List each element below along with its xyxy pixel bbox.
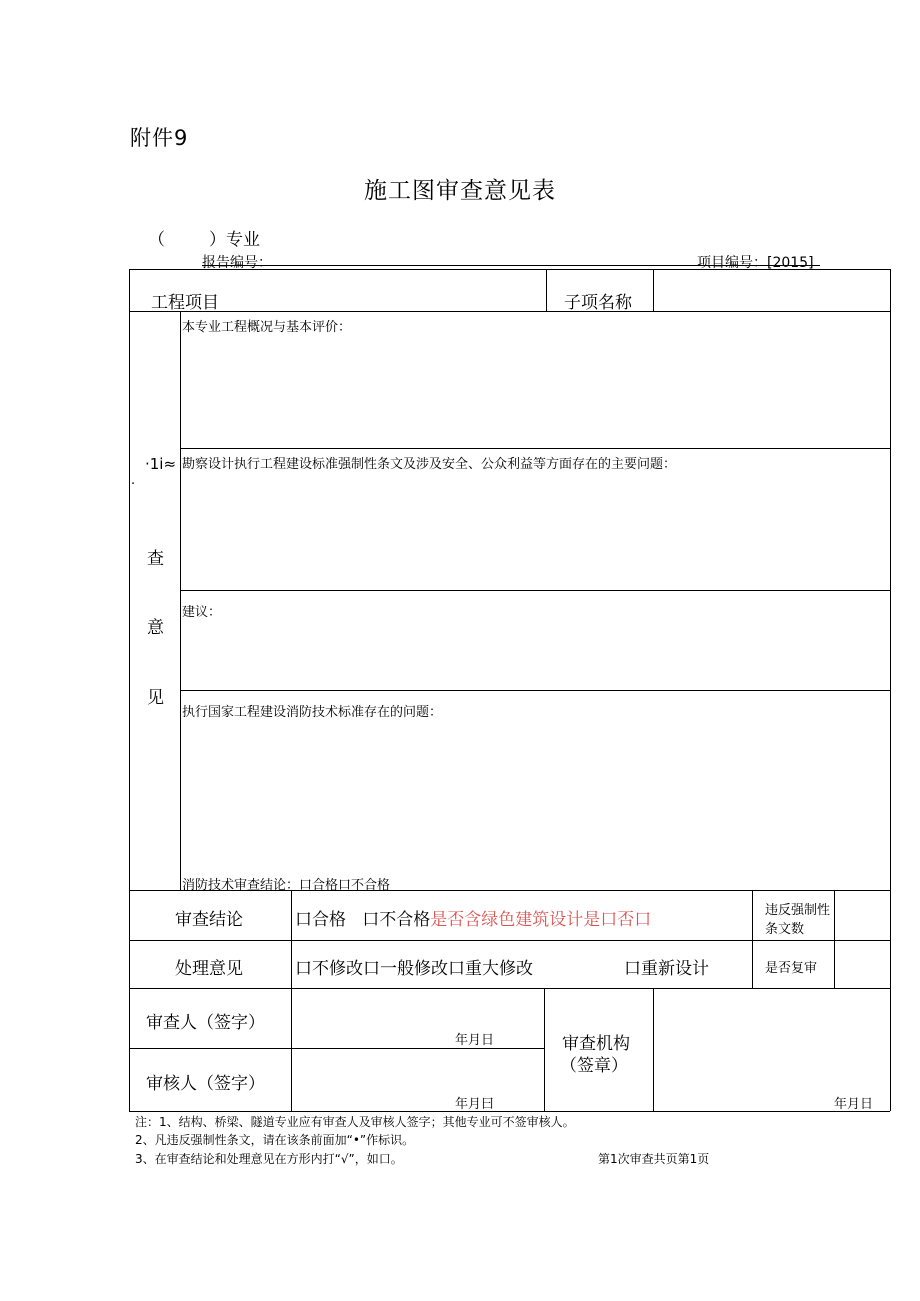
side-char: ·: [131, 477, 136, 492]
form-title: 施工图审查意见表: [364, 178, 556, 204]
project-number-label: 项目编号：[2015]: [697, 255, 814, 271]
side-char: 查: [147, 549, 164, 569]
page-count: 第1次审查共页第1页: [598, 1152, 710, 1166]
agency-seal-label: （签章）: [560, 1056, 628, 1076]
checker-date: 年月曰: [455, 1097, 495, 1112]
row-divider: [129, 1048, 544, 1049]
side-char: 见: [147, 688, 164, 708]
project-label: 工程项目: [151, 293, 219, 313]
overview-heading: 本专业工程概况与基本评价：: [182, 320, 352, 335]
violation-label-line1: 违反强制性: [765, 903, 831, 918]
header-underline: [202, 265, 820, 266]
conclusion-options[interactable]: [295, 905, 651, 930]
advice-heading: 建议：: [182, 605, 222, 620]
row-divider: [129, 940, 890, 941]
col-divider: [546, 269, 547, 311]
mandatory-issues-heading: 勘察设计执行工程建设标准强制性条文及涉及安全、公众利益等方面存在的主要问题：: [182, 457, 677, 472]
violation-count-label: [765, 899, 830, 937]
conclusion-label: 审查结论: [175, 910, 243, 930]
reviewer-date: 年月日: [455, 1033, 495, 1048]
report-number-label: 报告编号：: [202, 255, 272, 271]
specialty-open: （: [148, 230, 165, 250]
reviewer-label: 审查人（签字）: [146, 1013, 265, 1033]
table-left-border: [129, 269, 130, 1111]
attachment-label: 附件9: [130, 126, 189, 150]
col-divider: [752, 890, 753, 988]
row-divider: [180, 690, 890, 691]
redesign-option[interactable]: 口重新设计: [624, 959, 709, 979]
row-divider: [180, 590, 890, 591]
side-char: ·1i≈: [145, 455, 177, 473]
table-right-border: [890, 269, 891, 1111]
agency-date: 年月日: [834, 1097, 874, 1112]
conclusion-pass-fail[interactable]: 口合格 口不合格: [295, 910, 431, 930]
checker-label: 审核人（签字）: [146, 1074, 265, 1094]
handling-options[interactable]: 口不修改口一般修改口重大修改: [295, 959, 533, 979]
table-top-border: [129, 269, 890, 270]
handling-label: 处理意见: [175, 959, 243, 979]
row-divider: [129, 988, 890, 989]
col-divider: [834, 890, 835, 988]
specialty-line: [148, 225, 260, 250]
col-divider: [180, 311, 181, 890]
col-divider: [291, 890, 292, 1111]
fire-conclusion: 消防技术审查结论：口合格口不合格: [182, 878, 391, 893]
note-2: 2、凡违反强制性条文，请在该条前面加“•”作标识。: [135, 1133, 415, 1147]
recheck-label: 是否复审: [765, 961, 818, 976]
note-3: 3、在审查结论和处理意见在方形内打“√”，如口。: [135, 1152, 403, 1166]
row-divider: [129, 311, 890, 312]
specialty-label: ）专业: [209, 230, 260, 250]
side-char: 意: [147, 618, 164, 638]
subitem-label: 子项名称: [564, 293, 632, 313]
row-divider: [180, 448, 890, 449]
col-divider: [653, 988, 654, 1111]
violation-label-line2: 条文数: [765, 922, 805, 937]
col-divider: [544, 988, 545, 1111]
note-1: 注：1、结构、桥梁、隧道专业应有审查人及审核人签字；其他专业可不签审核人。: [135, 1115, 575, 1129]
fire-issues-heading: 执行国家工程建设消防技术标准存在的问题：: [182, 705, 443, 720]
agency-label: 审查机构: [562, 1034, 630, 1054]
green-building-option[interactable]: 是否含绿色建筑设计是口否口: [430, 910, 652, 930]
col-divider: [653, 269, 654, 311]
table-bottom-border: [129, 1111, 890, 1112]
